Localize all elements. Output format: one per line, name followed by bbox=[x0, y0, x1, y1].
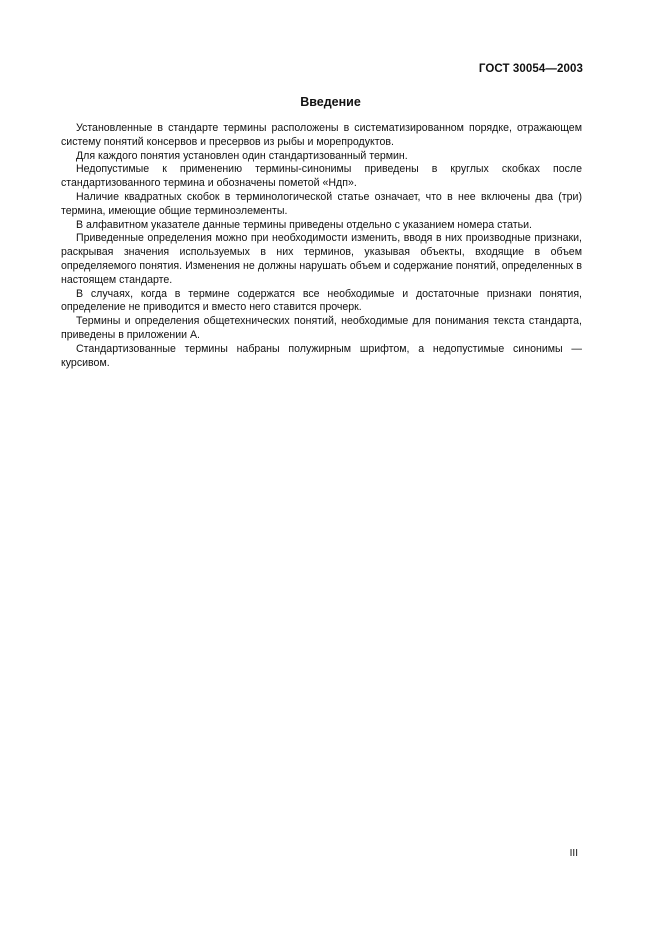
paragraph: В алфавитном указателе данные термины приведены отдельно с указанием номера статьи. bbox=[76, 218, 532, 231]
paragraph: Приведенные определения можно при необходимости изменить, вводя в них производные признаки, раскрывая значения используемых в них терминов, указывая объекты, входящие в объем определяемого понятия. Изменения не должны нарушать объем и содержание понятий, определенных в настоящем стандарте. bbox=[61, 232, 582, 286]
paragraph: Установленные в стандарте термины расположены в систематизированном порядке, отражающем систему понятий консервов и пресервов из рыбы и морепродуктов. bbox=[61, 122, 582, 148]
paragraph: Термины и определения общетехнических понятий, необходимые для понимания текста стандарта, приведены в приложении А. bbox=[61, 315, 582, 341]
standard-code: ГОСТ 30054—2003 bbox=[478, 63, 583, 75]
paragraph: Стандартизованные термины набраны полужирным шрифтом, а недопустимые синонимы — курсивом. bbox=[61, 342, 582, 369]
section-title: Введение bbox=[300, 95, 361, 109]
paragraph: Для каждого понятия установлен один стандартизованный термин. bbox=[76, 149, 408, 162]
paragraph: Наличие квадратных скобок в терминологической статье означает, что в нее включены два (три) термина, имеющие общие терминоэлементы. bbox=[61, 190, 582, 217]
paragraph: Недопустимые к применению термины-синонимы приведены в круглых скобках после стандартизованного термина и обозначены пометой «Ндп». bbox=[61, 163, 582, 190]
introduction-body bbox=[61, 122, 582, 370]
paragraph: В случаях, когда в термине содержатся все необходимые и достаточные признаки понятия, определение не приводится и вместо него ставится прочерк. bbox=[61, 287, 582, 314]
page-number: III bbox=[569, 848, 578, 859]
